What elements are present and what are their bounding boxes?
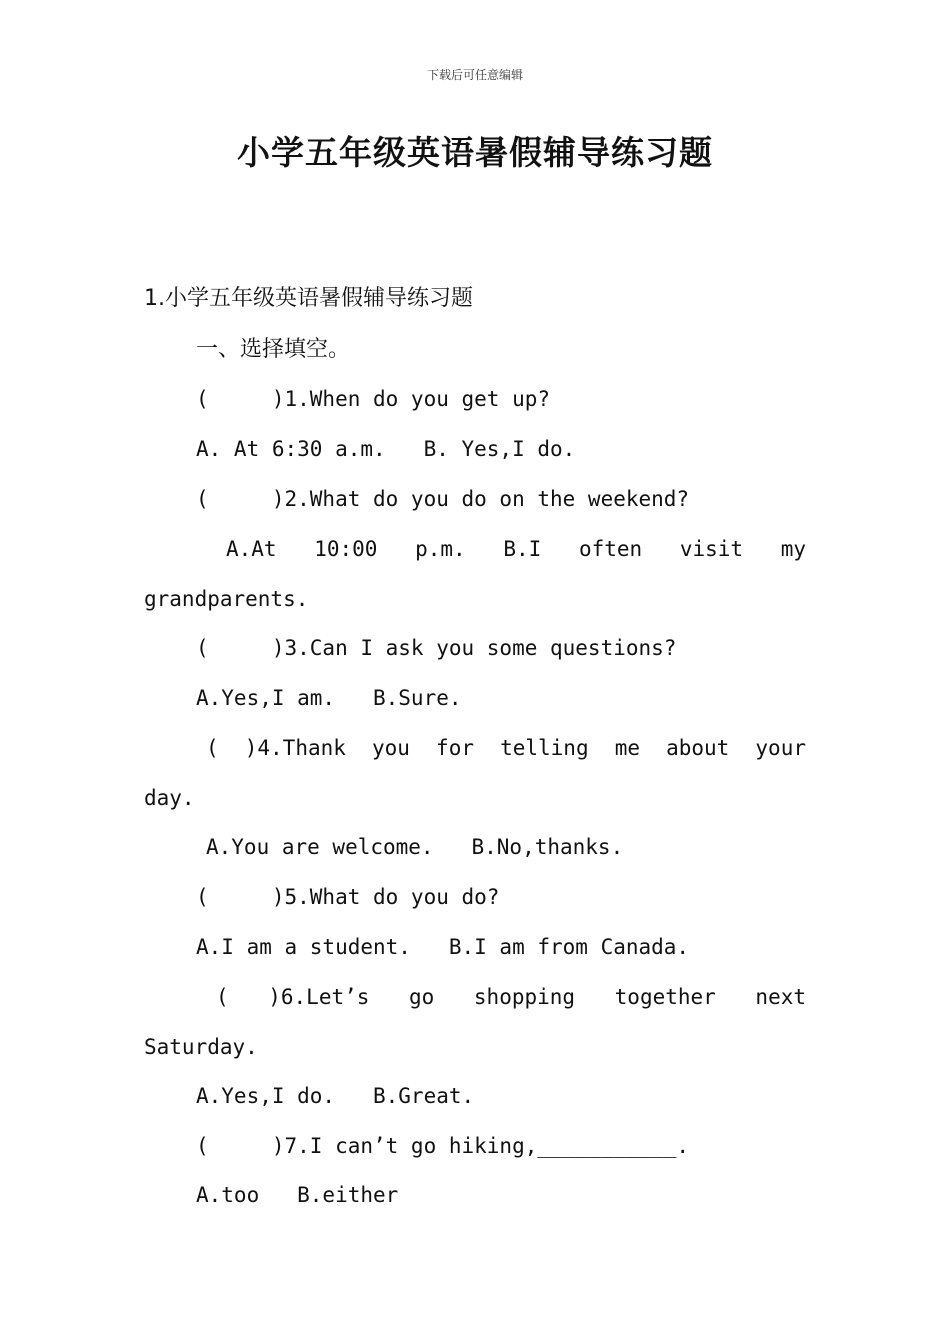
question-7-options: A.too B.either (196, 1183, 399, 1207)
question-4-continued: day. (144, 786, 195, 810)
question-7: ( )7.I can’t go hiking,___________. (196, 1134, 690, 1158)
question-1-options: A. At 6:30 a.m. B. Yes,I do. (196, 437, 576, 461)
question-6-continued: Saturday. (144, 1035, 258, 1059)
question-2-options: A.At 10:00 p.m. B.I often visit my (226, 537, 806, 561)
page-header-note: 下载后可任意编辑 (426, 68, 523, 82)
question-2: ( )2.What do you do on the weekend? (196, 487, 690, 511)
question-1: ( )1.When do you get up? (196, 387, 551, 411)
question-4-options: A.You are welcome. B.No,thanks. (206, 835, 624, 859)
question-4: ( )4.Thank you for telling me about your (206, 736, 806, 760)
question-3: ( )3.Can I ask you some questions? (196, 636, 677, 660)
question-3-options: A.Yes,I am. B.Sure. (196, 686, 462, 710)
question-5: ( )5.What do you do? (196, 885, 500, 909)
document-title: 小学五年级英语暑假辅导练习题 (237, 133, 713, 172)
section-heading: 1.小学五年级英语暑假辅导练习题 (144, 286, 473, 311)
question-6-options: A.Yes,I do. B.Great. (196, 1084, 475, 1108)
question-2-options-continued: grandparents. (144, 587, 309, 611)
question-5-options: A.I am a student. B.I am from Canada. (196, 935, 690, 959)
part-heading: 一、选择填空。 (196, 337, 351, 362)
question-6: ( )6.Let’s go shopping together next (216, 985, 806, 1009)
